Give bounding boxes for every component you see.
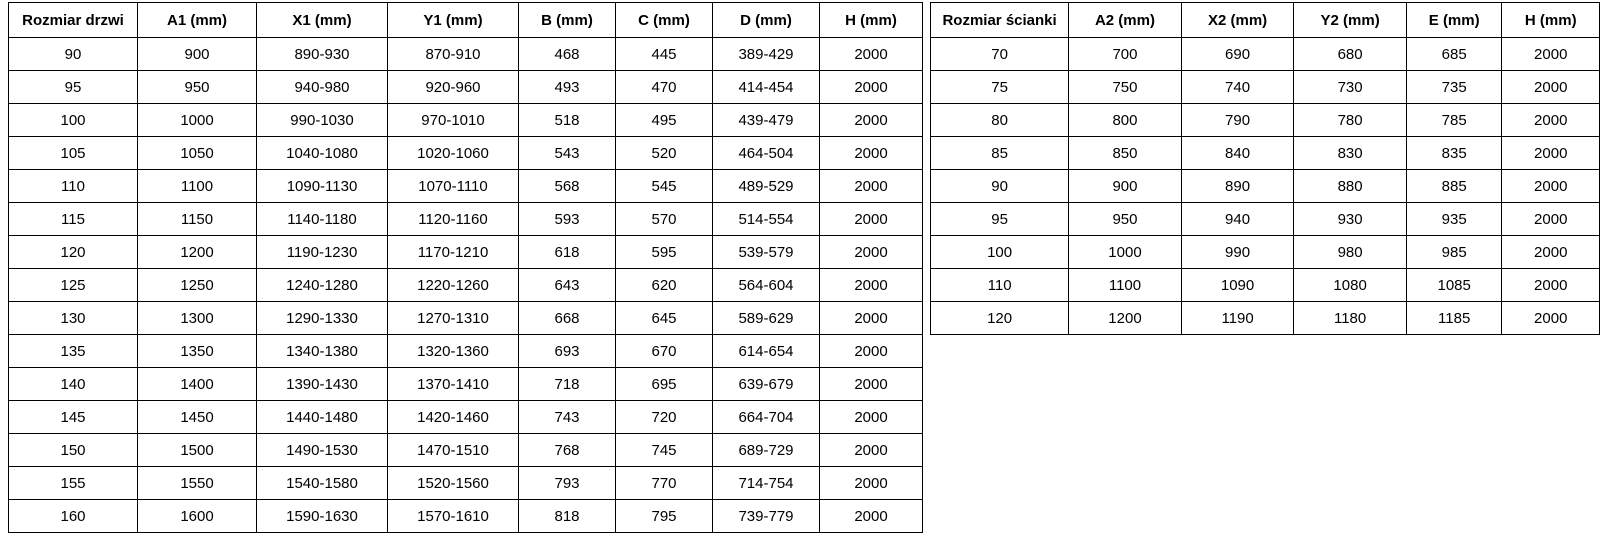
- table-cell: 730: [1294, 71, 1407, 104]
- table-cell: 514-554: [713, 203, 820, 236]
- table-cell: 1180: [1294, 302, 1407, 335]
- table-cell: 2000: [820, 38, 923, 71]
- table-cell: 700: [1069, 38, 1182, 71]
- table-cell: 1200: [138, 236, 257, 269]
- table-row: [9, 467, 923, 500]
- table-cell: 1470-1510: [388, 434, 519, 467]
- table-cell: 1400: [138, 368, 257, 401]
- table-cell: 150: [9, 434, 138, 467]
- table-cell: 639-679: [713, 368, 820, 401]
- table-cell: 2000: [1502, 104, 1600, 137]
- table-cell: 595: [616, 236, 713, 269]
- table-cell: 900: [138, 38, 257, 71]
- table-cell: 2000: [820, 335, 923, 368]
- table-cell: 1490-1530: [257, 434, 388, 467]
- table-cell: 155: [9, 467, 138, 500]
- table-cell: 115: [9, 203, 138, 236]
- table-cell: 940: [1181, 203, 1294, 236]
- table-cell: 795: [616, 500, 713, 533]
- table-cell: 614-654: [713, 335, 820, 368]
- table-cell: 160: [9, 500, 138, 533]
- table-cell: 1520-1560: [388, 467, 519, 500]
- table-cell: 664-704: [713, 401, 820, 434]
- table-cell: 2000: [820, 203, 923, 236]
- table-cell: 670: [616, 335, 713, 368]
- table-cell: 1270-1310: [388, 302, 519, 335]
- table-row: [931, 71, 1600, 104]
- table-row: [9, 137, 923, 170]
- table-cell: 389-429: [713, 38, 820, 71]
- table-row: [9, 170, 923, 203]
- table-cell: 890-930: [257, 38, 388, 71]
- table-cell: 685: [1406, 38, 1502, 71]
- table-cell: 768: [519, 434, 616, 467]
- table-cell: 1340-1380: [257, 335, 388, 368]
- table-row: [9, 368, 923, 401]
- table-row: [931, 38, 1600, 71]
- table-cell: 564-604: [713, 269, 820, 302]
- table-cell: 2000: [820, 170, 923, 203]
- table-cell: 970-1010: [388, 104, 519, 137]
- table-cell: 1040-1080: [257, 137, 388, 170]
- table-cell: 890: [1181, 170, 1294, 203]
- table-row: [9, 302, 923, 335]
- table-cell: 589-629: [713, 302, 820, 335]
- column-header: X1 (mm): [257, 3, 388, 38]
- table-cell: 743: [519, 401, 616, 434]
- table-cell: 1540-1580: [257, 467, 388, 500]
- table-cell: 1200: [1069, 302, 1182, 335]
- table-cell: 90: [9, 38, 138, 71]
- table-cell: 568: [519, 170, 616, 203]
- column-header: Y2 (mm): [1294, 3, 1407, 38]
- table-cell: 145: [9, 401, 138, 434]
- table-cell: 790: [1181, 104, 1294, 137]
- table-cell: 739-779: [713, 500, 820, 533]
- table-cell: 1250: [138, 269, 257, 302]
- walls-table-container: [930, 2, 1600, 335]
- table-cell: 940-980: [257, 71, 388, 104]
- table-cell: 2000: [1502, 302, 1600, 335]
- table-cell: 1300: [138, 302, 257, 335]
- doors-dimensions-table: [8, 2, 923, 533]
- table-cell: 1000: [138, 104, 257, 137]
- table-cell: 1070-1110: [388, 170, 519, 203]
- table-cell: 539-579: [713, 236, 820, 269]
- table-cell: 1350: [138, 335, 257, 368]
- doors-table-container: [8, 2, 923, 533]
- table-cell: 518: [519, 104, 616, 137]
- table-cell: 980: [1294, 236, 1407, 269]
- table-cell: 1550: [138, 467, 257, 500]
- table-cell: 2000: [820, 269, 923, 302]
- table-cell: 2000: [1502, 38, 1600, 71]
- table-cell: 120: [931, 302, 1069, 335]
- table-row: [9, 335, 923, 368]
- table-header-row: [931, 3, 1600, 38]
- table-cell: 870-910: [388, 38, 519, 71]
- table-cell: 543: [519, 137, 616, 170]
- table-row: [9, 203, 923, 236]
- table-cell: 880: [1294, 170, 1407, 203]
- table-cell: 1170-1210: [388, 236, 519, 269]
- table-cell: 835: [1406, 137, 1502, 170]
- table-cell: 470: [616, 71, 713, 104]
- table-cell: 495: [616, 104, 713, 137]
- table-cell: 1120-1160: [388, 203, 519, 236]
- table-row: [931, 170, 1600, 203]
- table-cell: 668: [519, 302, 616, 335]
- table-cell: 520: [616, 137, 713, 170]
- table-cell: 414-454: [713, 71, 820, 104]
- table-cell: 2000: [1502, 71, 1600, 104]
- table-cell: 1090: [1181, 269, 1294, 302]
- table-cell: 125: [9, 269, 138, 302]
- table-cell: 2000: [820, 467, 923, 500]
- table-cell: 618: [519, 236, 616, 269]
- table-cell: 2000: [1502, 137, 1600, 170]
- table-cell: 1420-1460: [388, 401, 519, 434]
- table-row: [931, 203, 1600, 236]
- table-row: [9, 236, 923, 269]
- table-cell: 1100: [138, 170, 257, 203]
- table-cell: 1370-1410: [388, 368, 519, 401]
- table-cell: 1570-1610: [388, 500, 519, 533]
- table-cell: 439-479: [713, 104, 820, 137]
- table-cell: 643: [519, 269, 616, 302]
- table-cell: 464-504: [713, 137, 820, 170]
- table-cell: 468: [519, 38, 616, 71]
- table-cell: 935: [1406, 203, 1502, 236]
- table-cell: 493: [519, 71, 616, 104]
- table-cell: 690: [1181, 38, 1294, 71]
- column-header: D (mm): [713, 3, 820, 38]
- table-cell: 105: [9, 137, 138, 170]
- table-cell: 100: [9, 104, 138, 137]
- table-cell: 1390-1430: [257, 368, 388, 401]
- table-cell: 785: [1406, 104, 1502, 137]
- column-header: B (mm): [519, 3, 616, 38]
- table-cell: 1440-1480: [257, 401, 388, 434]
- table-cell: 1080: [1294, 269, 1407, 302]
- table-cell: 2000: [1502, 236, 1600, 269]
- table-row: [9, 71, 923, 104]
- table-cell: 1020-1060: [388, 137, 519, 170]
- table-cell: 2000: [1502, 203, 1600, 236]
- table-cell: 793: [519, 467, 616, 500]
- table-cell: 1190: [1181, 302, 1294, 335]
- table-cell: 689-729: [713, 434, 820, 467]
- table-cell: 95: [9, 71, 138, 104]
- table-cell: 920-960: [388, 71, 519, 104]
- table-row: [9, 38, 923, 71]
- table-cell: 840: [1181, 137, 1294, 170]
- column-header: Rozmiar drzwi: [9, 3, 138, 38]
- table-cell: 900: [1069, 170, 1182, 203]
- table-cell: 1140-1180: [257, 203, 388, 236]
- walls-dimensions-table: [930, 2, 1600, 335]
- table-cell: 110: [931, 269, 1069, 302]
- table-cell: 110: [9, 170, 138, 203]
- table-cell: 90: [931, 170, 1069, 203]
- table-cell: 2000: [820, 434, 923, 467]
- column-header: A1 (mm): [138, 3, 257, 38]
- table-cell: 140: [9, 368, 138, 401]
- table-cell: 1450: [138, 401, 257, 434]
- table-cell: 2000: [820, 368, 923, 401]
- table-row: [9, 401, 923, 434]
- table-cell: 445: [616, 38, 713, 71]
- table-cell: 950: [1069, 203, 1182, 236]
- table-cell: 745: [616, 434, 713, 467]
- table-cell: 545: [616, 170, 713, 203]
- column-header: H (mm): [820, 3, 923, 38]
- table-cell: 1050: [138, 137, 257, 170]
- table-cell: 990-1030: [257, 104, 388, 137]
- table-cell: 570: [616, 203, 713, 236]
- table-cell: 950: [138, 71, 257, 104]
- table-cell: 1290-1330: [257, 302, 388, 335]
- table-cell: 830: [1294, 137, 1407, 170]
- table-cell: 1500: [138, 434, 257, 467]
- table-cell: 1085: [1406, 269, 1502, 302]
- table-cell: 2000: [820, 104, 923, 137]
- column-header: X2 (mm): [1181, 3, 1294, 38]
- table-cell: 85: [931, 137, 1069, 170]
- column-header: A2 (mm): [1069, 3, 1182, 38]
- table-row: [9, 434, 923, 467]
- table-cell: 680: [1294, 38, 1407, 71]
- doors-table-body: [9, 38, 923, 533]
- table-cell: 990: [1181, 236, 1294, 269]
- table-cell: 2000: [1502, 170, 1600, 203]
- table-cell: 100: [931, 236, 1069, 269]
- doors-table-header: [9, 3, 923, 38]
- table-cell: 780: [1294, 104, 1407, 137]
- table-cell: 2000: [820, 137, 923, 170]
- table-row: [931, 104, 1600, 137]
- table-cell: 1000: [1069, 236, 1182, 269]
- table-cell: 75: [931, 71, 1069, 104]
- table-cell: 95: [931, 203, 1069, 236]
- table-cell: 2000: [820, 302, 923, 335]
- column-header: E (mm): [1406, 3, 1502, 38]
- table-cell: 645: [616, 302, 713, 335]
- table-cell: 2000: [820, 71, 923, 104]
- table-cell: 1190-1230: [257, 236, 388, 269]
- table-cell: 818: [519, 500, 616, 533]
- table-row: [9, 500, 923, 533]
- table-cell: 1185: [1406, 302, 1502, 335]
- walls-table-header: [931, 3, 1600, 38]
- table-cell: 1090-1130: [257, 170, 388, 203]
- table-cell: 800: [1069, 104, 1182, 137]
- table-cell: 1600: [138, 500, 257, 533]
- table-row: [9, 269, 923, 302]
- column-header: H (mm): [1502, 3, 1600, 38]
- table-cell: 1100: [1069, 269, 1182, 302]
- table-cell: 2000: [820, 401, 923, 434]
- table-cell: 2000: [820, 236, 923, 269]
- table-row: [931, 269, 1600, 302]
- table-cell: 985: [1406, 236, 1502, 269]
- table-cell: 714-754: [713, 467, 820, 500]
- table-cell: 2000: [1502, 269, 1600, 302]
- table-cell: 1590-1630: [257, 500, 388, 533]
- table-cell: 1320-1360: [388, 335, 519, 368]
- table-row: [9, 104, 923, 137]
- table-cell: 695: [616, 368, 713, 401]
- table-cell: 620: [616, 269, 713, 302]
- table-cell: 80: [931, 104, 1069, 137]
- table-cell: 1240-1280: [257, 269, 388, 302]
- table-cell: 1150: [138, 203, 257, 236]
- table-cell: 885: [1406, 170, 1502, 203]
- table-cell: 750: [1069, 71, 1182, 104]
- table-cell: 930: [1294, 203, 1407, 236]
- table-cell: 489-529: [713, 170, 820, 203]
- table-cell: 135: [9, 335, 138, 368]
- table-cell: 2000: [820, 500, 923, 533]
- table-cell: 120: [9, 236, 138, 269]
- table-cell: 1220-1260: [388, 269, 519, 302]
- table-cell: 593: [519, 203, 616, 236]
- table-header-row: [9, 3, 923, 38]
- table-cell: 770: [616, 467, 713, 500]
- table-row: [931, 302, 1600, 335]
- table-cell: 740: [1181, 71, 1294, 104]
- walls-table-body: [931, 38, 1600, 335]
- column-header: Y1 (mm): [388, 3, 519, 38]
- table-cell: 720: [616, 401, 713, 434]
- table-cell: 850: [1069, 137, 1182, 170]
- table-cell: 718: [519, 368, 616, 401]
- table-row: [931, 236, 1600, 269]
- column-header: C (mm): [616, 3, 713, 38]
- column-header: Rozmiar ścianki: [931, 3, 1069, 38]
- table-cell: 130: [9, 302, 138, 335]
- table-cell: 735: [1406, 71, 1502, 104]
- table-row: [931, 137, 1600, 170]
- table-cell: 693: [519, 335, 616, 368]
- table-cell: 70: [931, 38, 1069, 71]
